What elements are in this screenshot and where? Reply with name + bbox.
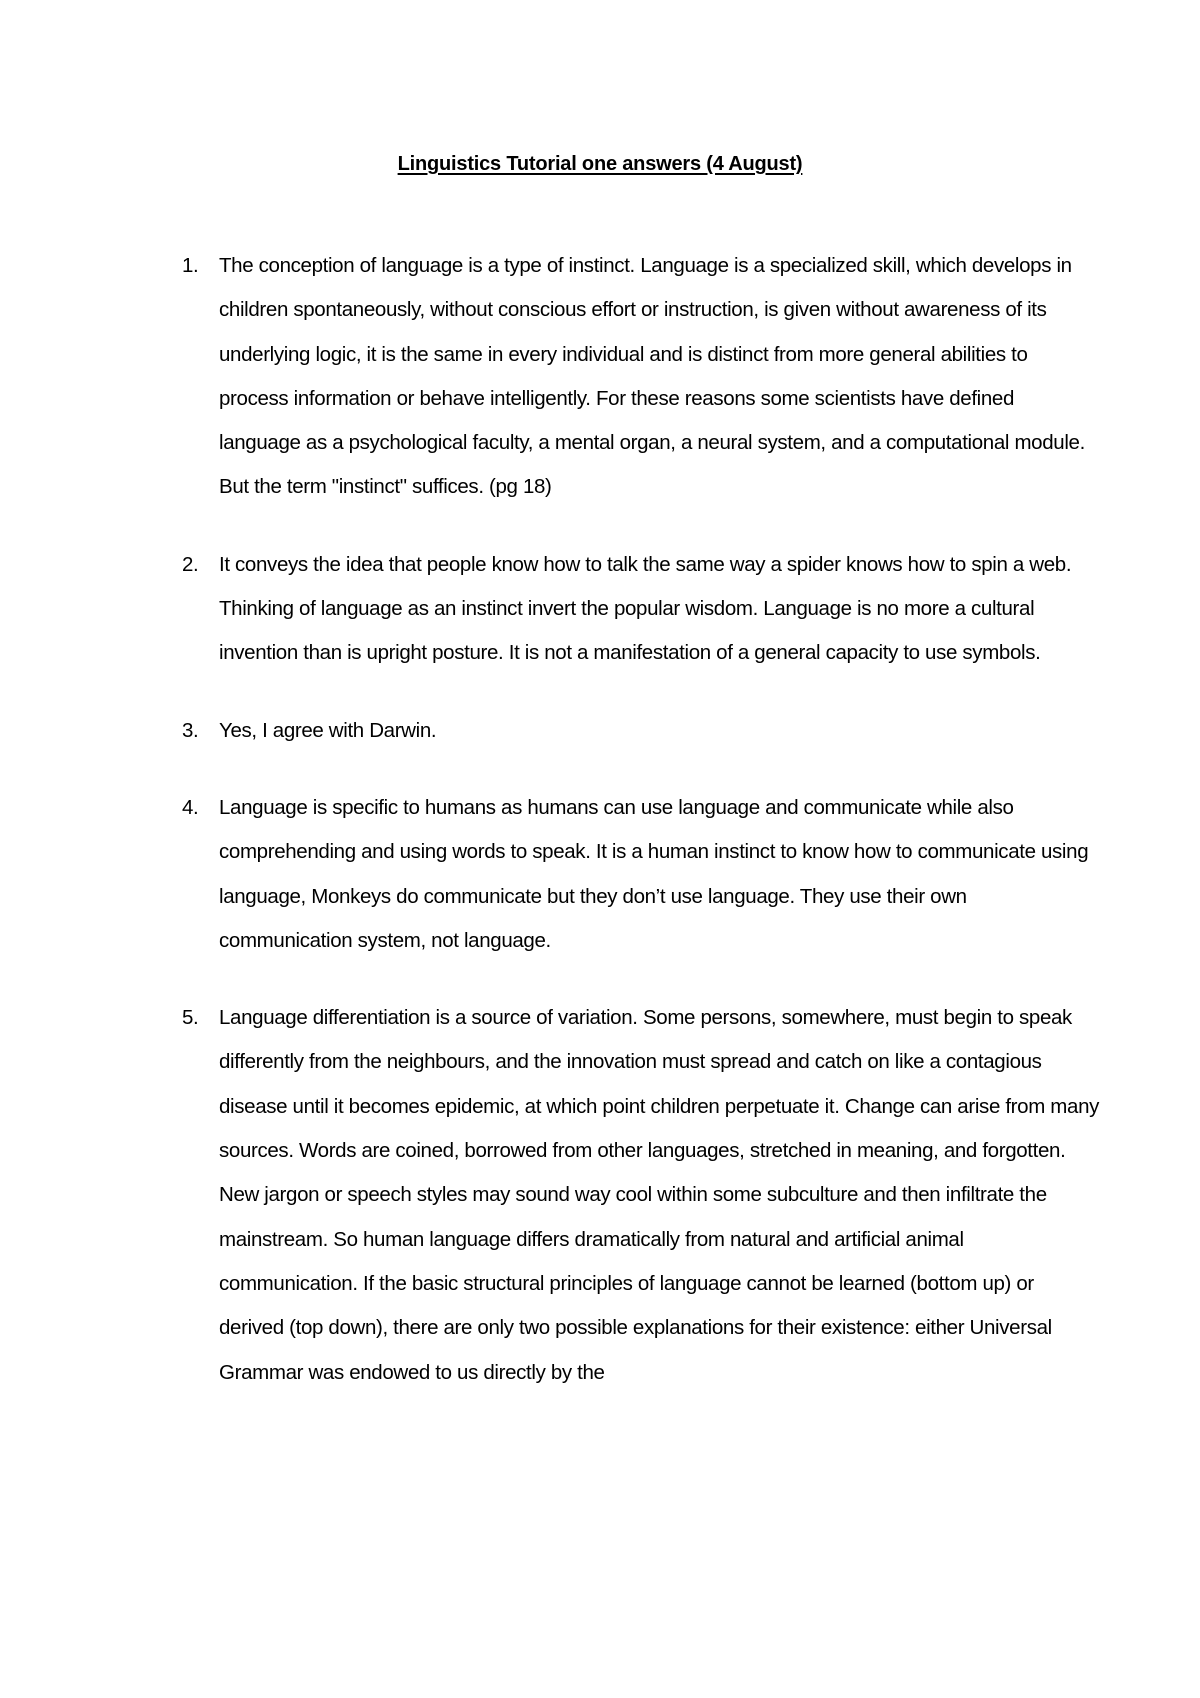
answer-item-3 (182, 709, 1099, 753)
answer-number: 5. (182, 1006, 199, 1030)
document-title: Linguistics Tutorial one answers (4 August) (397, 153, 803, 175)
answer-item-1 (182, 244, 1099, 510)
answer-text: Language is specific to humans as humans can use language and communicate while also comprehending and using words to speak. It is a human instinct to know how to communicate using language, Monkeys do communicate but they don’t use language. They use their own communication system, not language. (219, 795, 1089, 952)
answer-list (182, 244, 1100, 1428)
answer-number: 3. (182, 718, 199, 742)
answer-text: Yes, I agree with Darwin. (219, 718, 437, 742)
answer-item-2 (182, 543, 1099, 676)
answer-number: 2. (182, 552, 199, 576)
answer-item-4 (182, 786, 1099, 963)
answer-number: 4. (182, 795, 199, 819)
answer-number: 1. (182, 254, 199, 277)
answer-item-5 (182, 996, 1100, 1395)
answer-text: Language differentiation is a source of variation. Some persons, somewhere, must begin to speak differently from the neighbours, and the innovation must spread and catch on like a contagious disease until it becomes epidemic, at which point children perpetuate it. Change can arise from many sources. Words are coined, borrowed from other languages, stretched in meaning, and forgotten. New jargon or speech styles may sound way cool within some subculture and then infiltrate the mainstream. So human language differs dramatically from natural and artificial animal communication. If the basic structural principles of language cannot be learned (bottom up) or derived (top down), there are only two possible explanations for their existence: either Universal Grammar was endowed to us directly by the (219, 1006, 1100, 1384)
answer-text: It conveys the idea that people know how to talk the same way a spider knows how to spin a web. Thinking of language as an instinct invert the popular wisdom. Language is no more a cultural invention than is upright posture. It is not a manifestation of a general capacity to use symbols. (219, 552, 1072, 665)
answer-text: The conception of language is a type of instinct. Language is a specialized skill, which develops in children spontaneously, without conscious effort or instruction, is given without awareness of its underlying logic, it is the same in every individual and is distinct from more general abilities to process information or behave intelligently. For these reasons some scientists have defined language as a psychological faculty, a mental organ, a neural system, and a computational module. But the term "instinct" suffices. (pg 18) (219, 254, 1085, 499)
